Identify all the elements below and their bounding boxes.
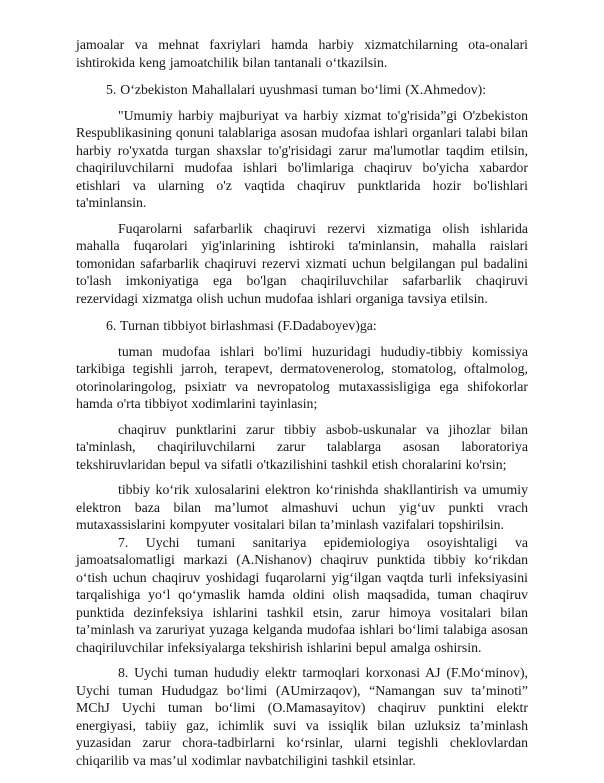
section-6-paragraph-2: chaqiruv punktlarini zarur tibbiy asbob-uskunalar va jihozlar bilan ta'minlash, chaqiriluvchilarni zarur talablarga asosan laboratoriya tekshiruvlaridan bepul va sifatli o'tkazilishini tashkil etish choralarini ko'rsin;	[76, 421, 528, 472]
section-5-heading: 5. O‘zbekiston Mahallalari uyushmasi tuman bo‘limi (X.Ahmedov):	[106, 82, 487, 97]
paragraph-continuation: jamoalar va mehnat faxriylari hamda harbiy xizmatchilarning ota-onalari ishtirokida keng jamoatchilik bilan tantanali o‘tkazilsin.	[76, 37, 528, 70]
section-6-heading: 6. Turnan tibbiyot birlashmasi (F.Dadaboyev)ga:	[106, 318, 377, 333]
section-7-paragraph: 7. Uychi tumani sanitariya epidemiologiya osoyishtaligi va jamoatsalomatligi markazi (A.Nishanov) chaqiruv punktida tibbiy ko‘rikdan o‘tish uchun chaqiruv yoshidagi fuqarolarni yig‘ilgan vaqtda turli infeksiyasini tarqalishiga yo‘l qo‘ymaslik hamda oldini olish maqsadida, tuman chaqiruv punktida dezinfeksiya ishlarini tashkil etsin, zarur himoya vositalari bilan ta’minlash va zaruriyat yuzaga kelganda mudofaa ishlari bo‘limi talabiga asosan chaqiriluvchilar infeksiyalarga tekshirish ishlarini bepul amalga oshirsin.	[76, 534, 528, 655]
section-8-paragraph: 8. Uychi tuman hududiy elektr tarmoqlari korxonasi AJ (F.Mo‘minov), Uychi tuman Hududgaz bo‘limi (AUmirzaqov), “Namangan suv ta’minoti” MChJ Uychi tuman bo‘limi (O.Mamasayitov) chaqiruv punktini elektr energiyasi, tabiiy gaz, ichimlik suvi va issiqlik bilan uzluksiz ta’minlash yuzasidan zarur chora-tadbirlarni ko‘rsinlar, ularni tegishli cheklovlardan chiqarilib va mas’ul xodimlar navbatchiligini tashkil etsinlar.	[76, 665, 528, 768]
section-6-paragraph-1: tuman mudofaa ishlari bo'limi huzuridagi hududiy-tibbiy komissiya tarkibiga tegishli jarroh, terapevt, dermatovenerolog, stomatolog, oftalmolog, otorinolaringolog, psixiatr va nevropatolog mutaxassisligiga ega shifokorlar hamda o'rta tibbiyot xodimlarini tayinlasin;	[76, 343, 528, 411]
section-5-paragraph-1: "Umumiy harbiy majburiyat va harbiy xizmat to'g'risida”gi O'zbekiston Respublikasining qonuni talablariga asosan mudofaa ishlari organlari talabi bilan harbiy ro'yxatda turgan shaxslar to'g'risidagi zarur ma'lumotlar taqdim etilsin, chaqiriluvchilarni mudofaa ishlari bo'limlariga chaqiruv bo'yicha xabardor etishlari va ularning o'z vaqtida chaqiruv punktlarida hozir bo'lishlari ta'minlansin.	[76, 107, 528, 210]
section-5-paragraph-2: Fuqarolarni safarbarlik chaqiruvi rezervi xizmatiga olish ishlarida mahalla fuqarolari yig'inlarining ishtiroki ta'minlansin, mahalla raislari tomonidan safarbarlik chaqiruvi rezervi xizmati uchun belgilangan pul badalini to'lash imkoniyatiga ega bo'lgan chaqiriluvchilar safarbarlik chaqiruvi rezervidagi xizmatga olish uchun mudofaa ishlari organiga tavsiya etilsin.	[76, 220, 528, 306]
section-6-paragraph-3: tibbiy ko‘rik xulosalarini elektron ko‘rinishda shakllantirish va umumiy elektron baza bilan ma’lumot almashuvi uchun yig‘uv punkti vrach mutaxassislarini kompyuter vositalari bilan ta’minlash vazifalari topshirilsin.	[76, 482, 528, 532]
